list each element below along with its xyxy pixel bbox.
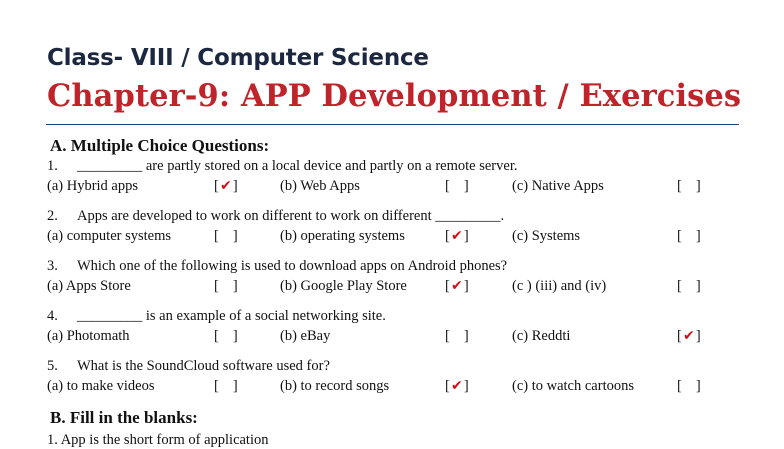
answer-box-checked[interactable] (445, 278, 469, 295)
answer-option[interactable]: (c ) (iii) and (iv) (512, 278, 607, 294)
answer-box-checked[interactable] (445, 228, 469, 245)
answer-box[interactable] (677, 228, 701, 245)
answer-box-checked[interactable] (677, 328, 701, 345)
answer-box[interactable] (214, 278, 238, 295)
answer-option[interactable]: (a) computer systems (47, 228, 172, 244)
question-stem: Apps are developed to work on different to work on different _________. (77, 208, 505, 224)
answer-option[interactable]: (c) Native Apps (512, 178, 604, 194)
answer-option[interactable]: (a) Hybrid apps (47, 178, 139, 194)
answer-option[interactable]: (b) eBay (280, 328, 331, 344)
question-stem: _________ is an example of a social networking site. (77, 308, 386, 324)
bracket-close: ] (463, 278, 469, 294)
answer-box[interactable] (677, 178, 701, 195)
answer-box-checked[interactable] (445, 378, 469, 395)
answer-box[interactable] (677, 378, 701, 395)
checkmark-icon: ✔ (219, 178, 232, 194)
title-divider (46, 124, 739, 125)
bracket-close: ] (463, 228, 469, 244)
section-a-title: A. Multiple Choice Questions: (50, 136, 270, 155)
question-number: 4. (47, 308, 58, 324)
question-text (47, 208, 504, 225)
question-text (47, 158, 517, 175)
answer-option[interactable]: (c) Reddti (512, 328, 571, 344)
bracket-open: [ (214, 278, 219, 294)
question-number: 3. (47, 258, 58, 274)
bracket-close: ] (695, 278, 701, 294)
bracket-close: ] (232, 228, 238, 244)
answer-option[interactable]: (b) to record songs (280, 378, 390, 394)
answer-option[interactable]: (b) Google Play Store (280, 278, 407, 294)
checkmark-icon: ✔ (450, 278, 463, 294)
bracket-close: ] (695, 178, 701, 194)
answer-option[interactable]: (c) Systems (512, 228, 581, 244)
bracket-close: ] (463, 378, 469, 394)
question-number: 1. (47, 158, 58, 174)
checkmark-icon: ✔ (450, 228, 463, 244)
question-number: 2. (47, 208, 58, 224)
bracket-open: [ (445, 328, 450, 344)
answer-option[interactable]: (a) to make videos (47, 378, 155, 394)
section-b-title: B. Fill in the blanks: (50, 408, 198, 427)
bracket-open: [ (214, 328, 219, 344)
checkmark-icon: ✔ (682, 328, 695, 344)
fill-blank-item: 1. App is the short form of application (47, 432, 269, 448)
bracket-open: [ (445, 178, 450, 194)
bracket-close: ] (463, 178, 469, 194)
bracket-close: ] (232, 328, 238, 344)
question-stem: What is the SoundCloud software used for? (77, 358, 330, 374)
bracket-open: [ (445, 278, 450, 294)
answer-option[interactable]: (a) Photomath (47, 328, 130, 344)
answer-option[interactable]: (b) Web Apps (280, 178, 360, 194)
question-stem: _________ are partly stored on a local device and partly on a remote server. (77, 158, 518, 174)
bracket-open: [ (677, 178, 682, 194)
answer-box[interactable] (214, 378, 238, 395)
answer-box-checked[interactable] (214, 178, 238, 195)
bracket-open: [ (445, 228, 450, 244)
bracket-close: ] (232, 378, 238, 394)
answer-option[interactable]: (a) Apps Store (47, 278, 131, 294)
answer-box[interactable] (214, 328, 238, 345)
checkmark-icon: ✔ (450, 378, 463, 394)
answer-option[interactable]: (b) operating systems (280, 228, 405, 244)
chapter-title: Chapter-9: APP Development / Exercises (47, 78, 742, 114)
bracket-close: ] (232, 178, 238, 194)
answer-box[interactable] (445, 178, 469, 195)
bracket-open: [ (214, 178, 219, 194)
question-text (47, 258, 507, 275)
bracket-open: [ (445, 378, 450, 394)
question-text (47, 308, 386, 325)
question-number: 5. (47, 358, 58, 374)
bracket-close: ] (695, 228, 701, 244)
bracket-close: ] (232, 278, 238, 294)
question-stem: Which one of the following is used to download apps on Android phones? (77, 258, 508, 274)
class-title: Class- VIII / Computer Science (47, 45, 429, 71)
question-text (47, 358, 330, 375)
bracket-open: [ (677, 278, 682, 294)
bracket-open: [ (677, 228, 682, 244)
bracket-close: ] (695, 378, 701, 394)
bracket-open: [ (214, 378, 219, 394)
answer-box[interactable] (445, 328, 469, 345)
bracket-close: ] (463, 328, 469, 344)
bracket-close: ] (695, 328, 701, 344)
answer-box[interactable] (214, 228, 238, 245)
bracket-open: [ (677, 328, 682, 344)
answer-option[interactable]: (c) to watch cartoons (512, 378, 634, 394)
bracket-open: [ (214, 228, 219, 244)
answer-box[interactable] (677, 278, 701, 295)
bracket-open: [ (677, 378, 682, 394)
